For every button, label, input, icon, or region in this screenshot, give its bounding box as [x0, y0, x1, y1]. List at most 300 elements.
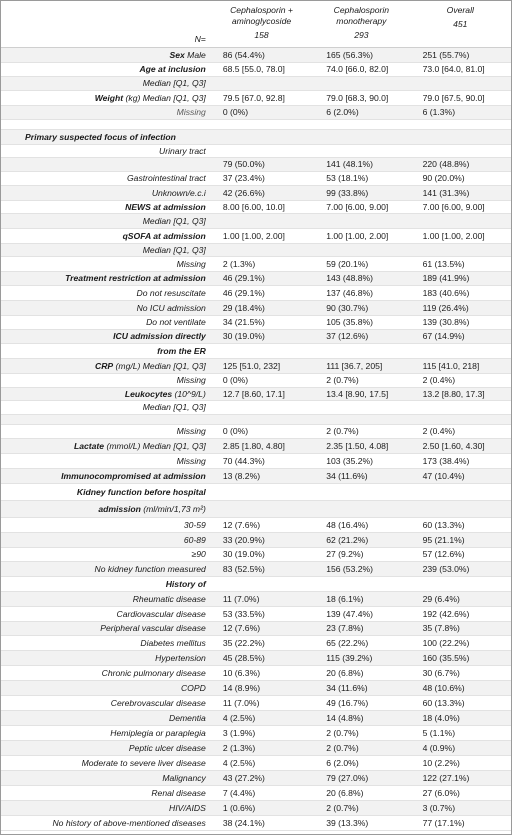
table-row: [1, 561, 511, 576]
table-row: [1, 228, 511, 243]
cell-value: 103 (35.2%): [313, 453, 409, 468]
row-label-text: No history of above-mentioned diseases: [52, 817, 206, 828]
table-row: [1, 483, 511, 500]
cell-value: 105 (35.8%): [313, 315, 409, 329]
row-label-text: Peptic ulcer disease: [128, 742, 206, 753]
cell-value: 27 (6.0%): [410, 785, 511, 800]
cell-value: 2 (0.7%): [313, 424, 409, 438]
table-row: [1, 157, 511, 171]
row-label-text: 60-89: [183, 534, 206, 545]
row-label: [1, 243, 210, 256]
cell-value: 46 (29.1%): [210, 271, 313, 285]
row-label: [1, 47, 210, 62]
cell-value: 100 (22.2%): [410, 635, 511, 650]
table-row: [1, 680, 511, 695]
table-row: [1, 129, 511, 144]
cell-value: 74.0 [66.0, 82.0]: [313, 62, 409, 76]
cell-value: 34 (21.5%): [210, 315, 313, 329]
cell-value: [410, 243, 511, 256]
cell-value: 10 (6.3%): [210, 665, 313, 680]
row-label: [1, 710, 210, 725]
cell-value: 119 (26.4%): [410, 300, 511, 315]
table-row: [1, 105, 511, 119]
cell-value: [410, 119, 511, 129]
cell-value: 0 (0%): [210, 373, 313, 387]
table-row: [1, 47, 511, 62]
cell-value: 7.00 [6.00, 9.00]: [313, 200, 409, 213]
cell-value: 139 (47.4%): [313, 606, 409, 621]
cell-value: 33 (20.9%): [210, 532, 313, 547]
cell-value: 139 (30.8%): [410, 315, 511, 329]
table-row: [1, 606, 511, 621]
table-row: [1, 815, 511, 830]
row-label: [1, 271, 210, 285]
row-label: [1, 695, 210, 710]
table-row: [1, 621, 511, 635]
row-label: [1, 105, 210, 119]
table-header: [1, 1, 511, 47]
row-label-text: Cerebrovascular disease: [110, 697, 206, 708]
row-label-text: 30-59: [183, 519, 206, 530]
row-label-text: Leukocytes: [124, 388, 173, 399]
row-label: [1, 119, 210, 129]
cell-value: 220 (48.8%): [410, 157, 511, 171]
row-label-text: Renal disease: [151, 787, 206, 798]
cell-value: 20 (6.8%): [313, 665, 409, 680]
cell-value: [210, 129, 313, 144]
row-label-text: Weight: [94, 92, 124, 103]
row-label: [1, 438, 210, 453]
row-label-text: Unknown/e.c.i: [151, 187, 206, 198]
row-label: [1, 400, 210, 414]
cell-value: 79 (27.0%): [313, 770, 409, 785]
table-row: [1, 343, 511, 358]
row-label-text: Age at inclusion: [139, 64, 206, 74]
cell-value: 2 (0.7%): [313, 373, 409, 387]
table-row: [1, 500, 511, 517]
row-label: [1, 424, 210, 438]
cell-value: 39 (13.3%): [313, 815, 409, 830]
table-row: [1, 76, 511, 90]
table-row: [1, 725, 511, 740]
row-label: [1, 157, 210, 171]
row-label-text: Primary suspected focus of infection: [25, 131, 176, 142]
cell-value: 30 (19.0%): [210, 547, 313, 561]
cell-value: 79.0 [68.3, 90.0]: [313, 90, 409, 105]
cell-value: 62 (21.2%): [313, 532, 409, 547]
table-row: [1, 358, 511, 373]
cell-value: 29 (18.4%): [210, 300, 313, 315]
row-label-text: Median [Q1, Q3]: [142, 78, 206, 88]
cell-value: 14 (4.8%): [313, 710, 409, 725]
column-title-line1: Cephalosporin: [333, 5, 390, 15]
column-header-overall: [410, 1, 511, 47]
cell-value: [313, 213, 409, 228]
cell-value: 42 (26.6%): [210, 185, 313, 200]
cell-value: 13.2 [8.80, 17.3]: [410, 387, 511, 400]
cell-value: [210, 576, 313, 591]
row-label-text: Gastrointestinal tract: [127, 173, 206, 183]
table-row: [1, 256, 511, 271]
cell-value: 173 (38.4%): [410, 453, 511, 468]
row-label-text: Chronic pulmonary disease: [101, 667, 206, 678]
cell-value: 10 (2.2%): [410, 755, 511, 770]
column-header-monotherapy: [313, 1, 409, 47]
cell-value: 7 (4.4%): [210, 785, 313, 800]
row-label-text: Median [Q1, Q3]: [142, 244, 206, 255]
table-row: [1, 414, 511, 424]
cell-value: 53 (18.1%): [313, 171, 409, 185]
row-label-text: NEWS at admission: [125, 201, 206, 212]
cell-value: 90 (30.7%): [313, 300, 409, 315]
cell-value: 20 (6.8%): [313, 785, 409, 800]
cell-value: [410, 500, 511, 517]
column-title-line2: monotherapy: [336, 16, 387, 26]
cell-value: 111 [36.7, 205]: [313, 358, 409, 373]
row-label: [1, 591, 210, 606]
cell-value: [410, 400, 511, 414]
row-label-text: Rheumatic disease: [132, 593, 206, 604]
cell-value: 95 (21.1%): [410, 532, 511, 547]
row-label-text: Missing: [176, 375, 206, 385]
cell-value: 11 (7.0%): [210, 695, 313, 710]
row-label-text: Urinary tract: [159, 145, 206, 156]
cell-value: 47 (10.4%): [410, 468, 511, 483]
column-n: 451: [453, 19, 468, 29]
cell-value: 5 (1.1%): [410, 725, 511, 740]
column-header-combination: [210, 1, 313, 47]
cell-value: [313, 144, 409, 157]
table-row: [1, 695, 511, 710]
row-label-text: Hemiplegia or paraplegia: [110, 727, 206, 738]
table-row: [1, 185, 511, 200]
row-label-detail: (ml/min/1,73 m²): [140, 503, 206, 514]
row-label-text: admission: [98, 503, 141, 514]
table-row: [1, 650, 511, 665]
cell-value: 35 (22.2%): [210, 635, 313, 650]
cell-value: 86 (54.4%): [210, 47, 313, 62]
table-row: [1, 400, 511, 414]
row-label: [1, 453, 210, 468]
cell-value: [410, 483, 511, 500]
cell-value: 251 (55.7%): [410, 47, 511, 62]
cell-value: 60 (13.3%): [410, 695, 511, 710]
table-row: [1, 424, 511, 438]
cell-value: 90 (20.0%): [410, 171, 511, 185]
row-label: [1, 285, 210, 300]
row-label: [1, 343, 210, 358]
column-n: 158: [254, 30, 269, 40]
cell-value: 61 (13.5%): [410, 256, 511, 271]
cell-value: 68.5 [55.0, 78.0]: [210, 62, 313, 76]
row-label-text: ICU admission directly: [113, 331, 206, 341]
cell-value: 0 (0%): [210, 424, 313, 438]
cell-value: 46 (29.1%): [210, 285, 313, 300]
cell-value: 189 (41.9%): [410, 271, 511, 285]
table-row: [1, 785, 511, 800]
row-label-text: from the ER: [157, 345, 206, 356]
cell-value: 160 (35.5%): [410, 650, 511, 665]
cell-value: 79 (50.0%): [210, 157, 313, 171]
row-label-text: History of: [165, 578, 206, 589]
cell-value: 3 (1.9%): [210, 725, 313, 740]
cell-value: 23 (7.8%): [313, 621, 409, 635]
row-label-text: Peripheral vascular disease: [100, 623, 206, 633]
cell-value: [210, 483, 313, 500]
row-label: [1, 358, 210, 373]
cell-value: [410, 213, 511, 228]
cell-value: 43 (27.2%): [210, 770, 313, 785]
baseline-characteristics-table: [1, 1, 511, 831]
row-label: [1, 185, 210, 200]
row-label-text: qSOFA at admission: [122, 230, 206, 241]
cell-value: 122 (27.1%): [410, 770, 511, 785]
cell-value: 45 (28.5%): [210, 650, 313, 665]
cell-value: 67 (14.9%): [410, 329, 511, 343]
cell-value: 83 (52.5%): [210, 561, 313, 576]
table-row: [1, 532, 511, 547]
cell-value: 99 (33.8%): [313, 185, 409, 200]
cell-value: 2.50 [1.60, 4.30]: [410, 438, 511, 453]
row-label-text: Missing: [176, 107, 206, 117]
cell-value: 115 [41.0, 218]: [410, 358, 511, 373]
row-label: [1, 576, 210, 591]
row-label-text: Immunocompromised at admission: [61, 470, 206, 481]
row-label: [1, 740, 210, 755]
row-label: [1, 62, 210, 76]
cell-value: 2 (1.3%): [210, 256, 313, 271]
column-title-line1: Cephalosporin +: [230, 5, 293, 15]
table-row: [1, 243, 511, 256]
row-label-text: Sex: [169, 49, 185, 60]
cell-value: 239 (53.0%): [410, 561, 511, 576]
cell-value: 65 (22.2%): [313, 635, 409, 650]
row-label-text: ≥90: [191, 549, 206, 559]
row-label: [1, 621, 210, 635]
cell-value: 79.5 [67.0, 92.8]: [210, 90, 313, 105]
row-label: [1, 213, 210, 228]
cell-value: [210, 213, 313, 228]
row-label-text: Dementia: [169, 712, 206, 723]
cell-value: [410, 576, 511, 591]
row-label: [1, 76, 210, 90]
row-label-text: Missing: [176, 455, 206, 466]
cell-value: 192 (42.6%): [410, 606, 511, 621]
cell-value: [313, 576, 409, 591]
table-row: [1, 770, 511, 785]
row-label-text: Kidney function before hospital: [76, 486, 206, 497]
cell-value: 6 (2.0%): [313, 105, 409, 119]
row-label-detail: (mmol/L) Median [Q1, Q3]: [104, 440, 206, 451]
table-row: [1, 800, 511, 815]
row-label: [1, 561, 210, 576]
cell-value: 59 (20.1%): [313, 256, 409, 271]
cell-value: 70 (44.3%): [210, 453, 313, 468]
table-row: [1, 200, 511, 213]
table-row: [1, 119, 511, 129]
cell-value: 115 (39.2%): [313, 650, 409, 665]
cell-value: 13 (8.2%): [210, 468, 313, 483]
cell-value: 48 (16.4%): [313, 517, 409, 532]
cell-value: [410, 76, 511, 90]
row-label: [1, 665, 210, 680]
table-row: [1, 90, 511, 105]
cell-value: 4 (2.5%): [210, 710, 313, 725]
cell-value: 30 (6.7%): [410, 665, 511, 680]
row-label: [1, 606, 210, 621]
cell-value: [210, 144, 313, 157]
row-label-text: Treatment restriction at admission: [65, 273, 206, 283]
cell-value: 57 (12.6%): [410, 547, 511, 561]
table-row: [1, 387, 511, 400]
row-label: [1, 770, 210, 785]
row-label-text: Moderate to severe liver disease: [81, 757, 206, 768]
cell-value: 2 (0.4%): [410, 373, 511, 387]
cell-value: 3 (0.7%): [410, 800, 511, 815]
row-label: [1, 635, 210, 650]
cell-value: 30 (19.0%): [210, 329, 313, 343]
cell-value: 125 [51.0, 232]: [210, 358, 313, 373]
cell-value: [210, 119, 313, 129]
row-label: [1, 517, 210, 532]
cell-value: 18 (6.1%): [313, 591, 409, 606]
table-row: [1, 171, 511, 185]
cell-value: [313, 483, 409, 500]
row-label-detail: (kg) Median [Q1, Q3]: [123, 92, 206, 103]
cell-value: 183 (40.6%): [410, 285, 511, 300]
cell-value: 12 (7.6%): [210, 517, 313, 532]
cell-value: 1.00 [1.00, 2.00]: [410, 228, 511, 243]
n-label: N=: [194, 33, 206, 44]
cell-value: [210, 400, 313, 414]
cell-value: 4 (0.9%): [410, 740, 511, 755]
row-label-detail: Male: [184, 49, 206, 60]
cell-value: [313, 500, 409, 517]
row-label-text: Cardiovascular disease: [116, 608, 206, 619]
table-row: [1, 144, 511, 157]
row-label: [1, 500, 210, 517]
row-label-text: COPD: [180, 682, 206, 693]
cell-value: 2 (0.7%): [313, 725, 409, 740]
cell-value: [410, 144, 511, 157]
cell-value: [313, 343, 409, 358]
cell-value: 13.4 [8.90, 17.5]: [313, 387, 409, 400]
row-label: [1, 483, 210, 500]
table-row: [1, 438, 511, 453]
table-row: [1, 547, 511, 561]
table-row: [1, 315, 511, 329]
cell-value: 48 (10.6%): [410, 680, 511, 695]
row-label: [1, 200, 210, 213]
row-label-detail: (mg/L) Median [Q1, Q3]: [113, 360, 206, 371]
row-label: [1, 129, 210, 144]
table-row: [1, 635, 511, 650]
cell-value: 34 (11.6%): [313, 680, 409, 695]
table-row: [1, 373, 511, 387]
cell-value: 77 (17.1%): [410, 815, 511, 830]
cell-value: 49 (16.7%): [313, 695, 409, 710]
cell-value: 38 (24.1%): [210, 815, 313, 830]
row-label-text: Malignancy: [162, 772, 206, 783]
cell-value: 8.00 [6.00, 10.0]: [210, 200, 313, 213]
cell-value: 137 (46.8%): [313, 285, 409, 300]
row-label: [1, 815, 210, 830]
cell-value: [410, 129, 511, 144]
cell-value: [210, 243, 313, 256]
cell-value: 37 (12.6%): [313, 329, 409, 343]
table-row: [1, 710, 511, 725]
cell-value: 156 (53.2%): [313, 561, 409, 576]
cell-value: [313, 243, 409, 256]
cell-value: [210, 414, 313, 424]
cell-value: [410, 414, 511, 424]
cell-value: 18 (4.0%): [410, 710, 511, 725]
cell-value: 35 (7.8%): [410, 621, 511, 635]
cell-value: [410, 343, 511, 358]
cell-value: 34 (11.6%): [313, 468, 409, 483]
row-label: [1, 144, 210, 157]
row-label: [1, 300, 210, 315]
table-row: [1, 740, 511, 755]
cell-value: 2 (0.7%): [313, 740, 409, 755]
row-label: [1, 680, 210, 695]
row-label-text: Diabetes mellitus: [140, 637, 206, 648]
cell-value: 11 (7.0%): [210, 591, 313, 606]
row-label: [1, 256, 210, 271]
row-label-detail: (10^9/L): [172, 388, 206, 399]
cell-value: [313, 129, 409, 144]
row-label-text: Do not resuscitate: [136, 287, 206, 298]
row-label: [1, 414, 210, 424]
table-row: [1, 300, 511, 315]
row-label: [1, 785, 210, 800]
row-label: [1, 468, 210, 483]
cell-value: 29 (6.4%): [410, 591, 511, 606]
row-label-text: No ICU admission: [136, 302, 206, 313]
cell-value: 73.0 [64.0, 81.0]: [410, 62, 511, 76]
table-row: [1, 755, 511, 770]
row-label: [1, 315, 210, 329]
row-label: [1, 228, 210, 243]
cell-value: 79.0 [67.5, 90.0]: [410, 90, 511, 105]
table-row: [1, 517, 511, 532]
row-label-text: CRP: [95, 360, 114, 371]
row-label-text: Hypertension: [155, 652, 206, 663]
cell-value: [313, 119, 409, 129]
cell-value: 141 (31.3%): [410, 185, 511, 200]
table-row: [1, 213, 511, 228]
row-label-text: No kidney function measured: [94, 563, 206, 574]
row-label-text: Do not ventilate: [146, 317, 206, 327]
cell-value: 0 (0%): [210, 105, 313, 119]
table-row: [1, 271, 511, 285]
row-label: [1, 171, 210, 185]
row-label-text: Median [Q1, Q3]: [142, 215, 206, 226]
row-label: [1, 373, 210, 387]
cell-value: [210, 500, 313, 517]
table-row: [1, 62, 511, 76]
cell-value: 60 (13.3%): [410, 517, 511, 532]
row-label-text: Median [Q1, Q3]: [142, 402, 206, 412]
row-label: [1, 800, 210, 815]
row-label: [1, 329, 210, 343]
cell-value: 7.00 [6.00, 9.00]: [410, 200, 511, 213]
cell-value: [210, 76, 313, 90]
table-row: [1, 591, 511, 606]
cell-value: 12 (7.6%): [210, 621, 313, 635]
row-label: [1, 755, 210, 770]
row-label-text: Missing: [176, 426, 206, 436]
